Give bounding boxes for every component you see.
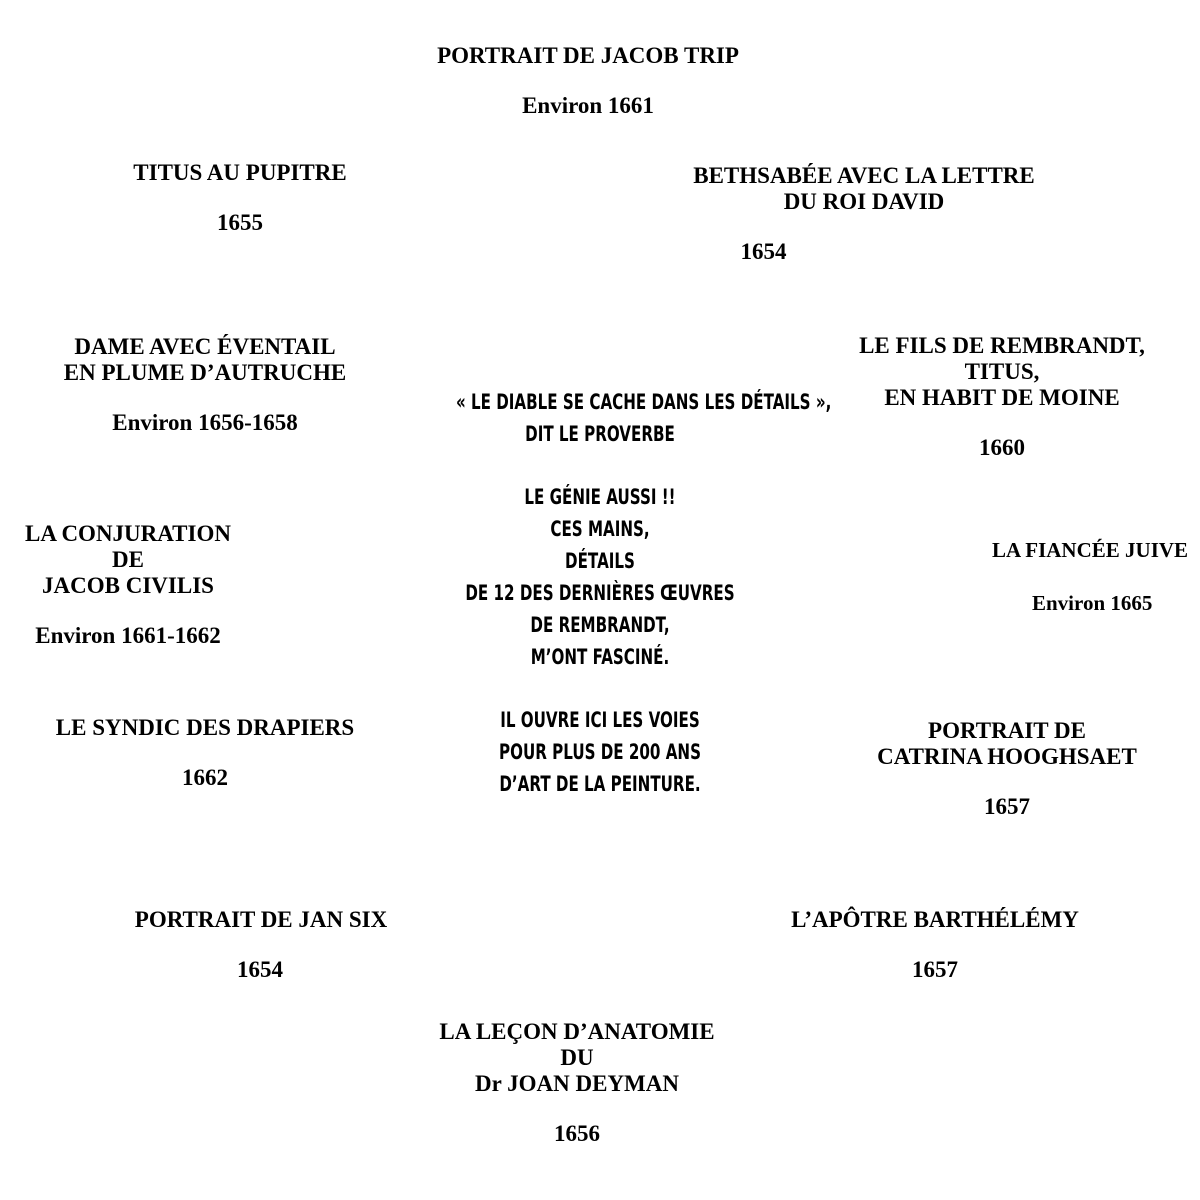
work-titus-pupitre (90, 160, 390, 236)
work-date: 1657 (984, 794, 1030, 819)
work-title: TITUS AU PUPITRE (133, 160, 347, 185)
work-title-line-1: PORTRAIT DE (928, 718, 1086, 743)
center-line: DE REMBRANDT, (530, 613, 670, 637)
work-date: 1654 (740, 239, 787, 264)
work-date: Environ 1665 (1032, 591, 1153, 615)
center-line: POUR PLUS DE 200 ANS (499, 740, 701, 764)
work-title: LA FIANCÉE JUIVE (992, 538, 1189, 562)
work-title-line-2: EN PLUME D’AUTRUCHE (63, 360, 347, 385)
center-line: M’ONT FASCINÉ. (530, 645, 670, 669)
work-date: 1662 (182, 765, 228, 790)
work-title-line-1: DAME AVEC ÉVENTAIL (74, 334, 336, 359)
work-title-line-2: TITUS, (964, 359, 1040, 384)
center-statement (456, 386, 832, 800)
work-title: PORTRAIT DE JAN SIX (134, 907, 388, 932)
center-line: DIT LE PROVERBE (525, 422, 675, 446)
work-title-line-3: EN HABIT DE MOINE (884, 385, 1120, 410)
work-title-line-3: JACOB CIVILIS (42, 573, 214, 598)
work-jacob-trip (388, 43, 788, 119)
work-date: Environ 1661 (522, 93, 654, 118)
work-date: Environ 1656-1658 (112, 410, 298, 435)
work-fiancee-juive (992, 538, 1190, 615)
work-anatomie (402, 1019, 752, 1147)
center-line: LE GÉNIE AUSSI !! (524, 485, 676, 509)
center-line: « LE DIABLE SE CACHE DANS LES DÉTAILS », (456, 390, 832, 414)
work-title-line-3: Dr JOAN DEYMAN (474, 1071, 679, 1096)
work-bethsabee (664, 163, 1064, 265)
work-dame-eventail (30, 334, 380, 436)
work-title-line-1: BETHSABÉE AVEC LA LETTRE (693, 163, 1035, 188)
work-catrina (832, 718, 1182, 820)
paragraph-gap (456, 673, 744, 704)
work-date: 1654 (237, 957, 283, 982)
work-date: 1660 (979, 435, 1025, 460)
work-title: LE SYNDIC DES DRAPIERS (55, 715, 355, 740)
work-title-line-2: DE (112, 547, 144, 572)
work-date: Environ 1661-1662 (35, 623, 221, 648)
center-line: DÉTAILS (565, 549, 635, 573)
paragraph-gap (456, 450, 744, 481)
center-line: DE 12 DES DERNIÈRES ŒUVRES (465, 581, 735, 605)
work-title-line-2: CATRINA HOOGHSAET (877, 744, 1137, 769)
work-title-line-2: DU ROI DAVID (783, 189, 945, 214)
work-title-line-2: DU (560, 1045, 594, 1070)
work-fils-rembrandt (822, 333, 1182, 461)
work-syndic (30, 715, 380, 791)
work-date: 1657 (912, 957, 958, 982)
work-title: PORTRAIT DE JACOB TRIP (437, 43, 739, 68)
work-title-line-1: LA LEÇON D’ANATOMIE (439, 1019, 715, 1044)
work-title-line-1: LA CONJURATION (25, 521, 231, 546)
work-jan-six (86, 907, 436, 983)
work-title: L’APÔTRE BARTHÉLÉMY (791, 907, 1079, 932)
center-line: D’ART DE LA PEINTURE. (499, 772, 701, 796)
center-line: IL OUVRE ICI LES VOIES (500, 708, 700, 732)
work-title-line-1: LE FILS DE REMBRANDT, (859, 333, 1145, 358)
work-conjuration (0, 521, 256, 649)
work-date: 1655 (217, 210, 263, 235)
work-barthelemy (760, 907, 1110, 983)
work-date: 1656 (554, 1121, 600, 1146)
center-line: CES MAINS, (550, 517, 650, 541)
